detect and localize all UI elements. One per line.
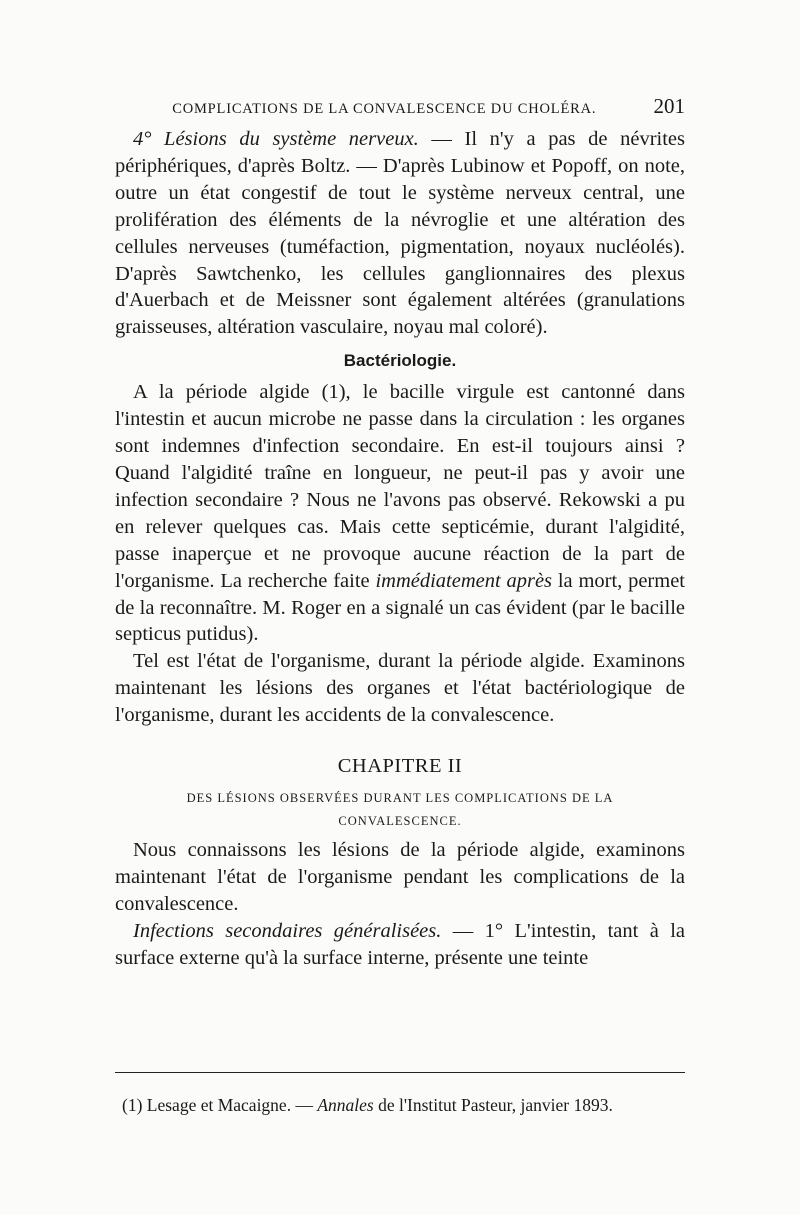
chapter-title: CHAPITRE II	[337, 755, 463, 778]
paragraph-text: — Il n'y a pas de névrites périphériques, d'après Boltz. — D'après Lubinow et Popoff, on note, outre un état congestif de tout le système nerveux central, une prolifération des éléments de la névroglie et une altération des cellules nerveuses (tuméfaction, pigmentation, noyaux nucléolés). D'après Sawtchenko, les cellules ganglionnaires des plexus d'Auerbach et de Meissner sont également altérées (granulations graisseuses, altération vasculaire, noyau mal coloré).	[115, 128, 685, 339]
paragraph-text-after: la mort, permet de la reconnaître. M. Roger en a signalé un cas évident (par le bacille septicus putidus).	[115, 569, 686, 646]
footnote-italic: Annales	[317, 1095, 374, 1115]
running-title: COMPLICATIONS DE LA CONVALESCENCE DU CHOLÉRA.	[172, 101, 597, 117]
footnote-text-after: de l'Institut Pasteur, janvier 1893.	[373, 1095, 613, 1115]
paragraph-state-of-organism: Tel est l'état de l'organisme, durant la période algide. Examinons maintenant les lésions des organes et l'état bactériologique de l'organisme, durant les accidents de la convalescence.	[115, 650, 685, 727]
paragraph-secondary-infections	[115, 918, 685, 972]
page-header	[115, 94, 685, 124]
chapter-subtitle-line-1: DES LÉSIONS OBSERVÉES DURANT LES COMPLICATIONS DE LA	[186, 791, 614, 806]
paragraph-algid-period	[115, 379, 685, 648]
footnote	[122, 1094, 692, 1116]
paragraph-text-before: A la période algide (1), le bacille virgule est cantonné dans l'intestin et aucun microbe ne passe dans la circulation : les organes sont indemnes d'infection secondaire. En est-il toujours ainsi ? Quand l'algidité traîne en longueur, ne peut-il pas y avoir une infection secondaire ? Nous ne l'avons pas observé. Rekowski a pu en relever quelques cas. Mais cette septicémie, durant l'algidité, passe inaperçue et ne provoque aucune réaction de la part de l'organisme. La recherche faite	[115, 381, 685, 592]
section-heading: Bactériologie.	[343, 351, 457, 371]
paragraph-text: — 1° L'intestin, tant à la surface externe qu'à la surface interne, présente une teinte	[115, 919, 686, 969]
paragraph-chapter-intro: Nous connaissons les lésions de la période algide, examinons maintenant l'état de l'organisme pendant les complications de la convalescence.	[115, 839, 685, 915]
paragraph-lead-italic: 4° Lésions du système nerveux.	[133, 128, 419, 150]
page-body	[115, 126, 685, 972]
chapter-subtitle	[115, 787, 685, 833]
paragraph-nervous-system	[115, 126, 685, 341]
footnote-text-before: (1) Lesage et Macaigne. —	[122, 1095, 318, 1115]
paragraph-italic: immédiatement après	[375, 569, 553, 592]
paragraph-lead-italic: Infections secondaires généralisées.	[133, 919, 442, 942]
chapter-subtitle-line-2: CONVALESCENCE.	[338, 814, 462, 829]
footnote-rule	[115, 1072, 685, 1073]
page-number: 201	[653, 94, 685, 118]
